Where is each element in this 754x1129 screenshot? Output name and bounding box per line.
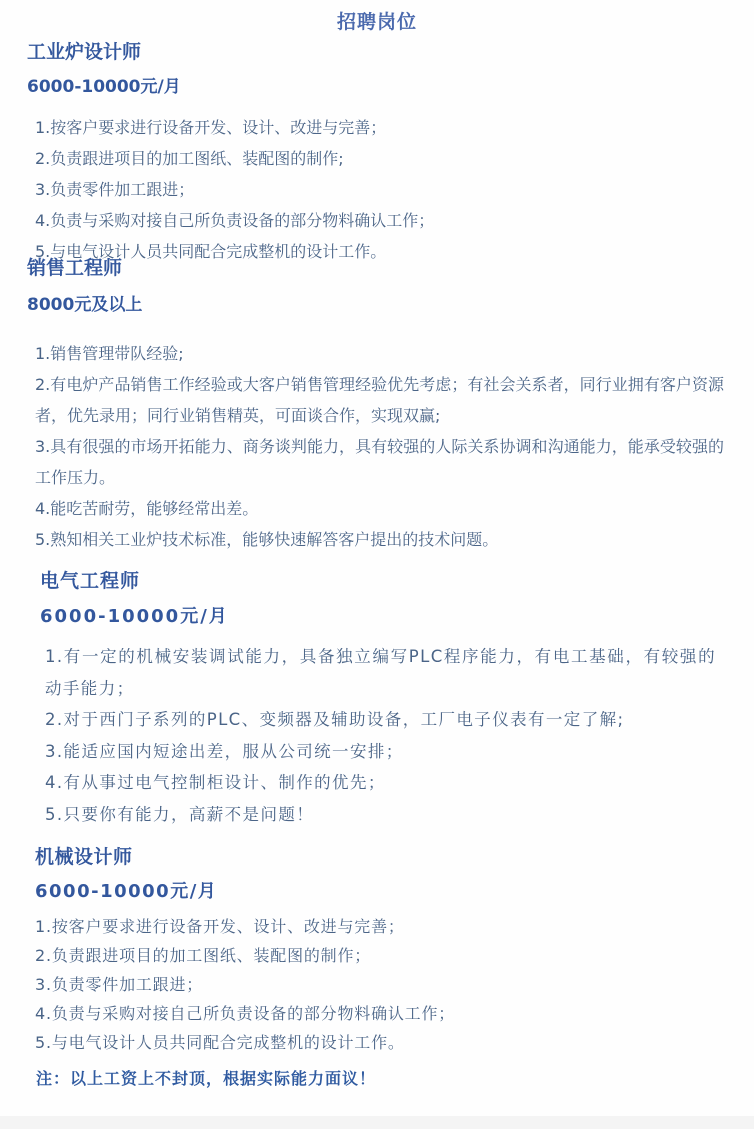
job-salary: 6000-10000元/月 — [35, 881, 218, 902]
job-salary: 6000-10000元/月 — [27, 77, 181, 97]
job-requirement: 1.按客户要求进行设备开发、设计、改进与完善； — [35, 917, 405, 936]
job-salary: 8000元及以上 — [27, 295, 143, 315]
job-requirement: 2.对于西门子系列的PLC、变频器及辅助设备，工厂电子仪表有一定了解; — [45, 710, 625, 729]
job-requirement: 1.销售管理带队经验; — [35, 344, 184, 363]
job-section-mechanical-designer — [0, 842, 754, 1057]
job-title: 电气工程师 — [40, 570, 141, 592]
job-requirement-list — [35, 912, 720, 1057]
job-requirement: 4.有从事过电气控制柜设计、制作的优先； — [45, 773, 386, 792]
job-requirement: 2.负责跟进项目的加工图纸、装配图的制作； — [35, 946, 372, 965]
job-section-sales-engineer — [0, 253, 754, 555]
job-requirement: 2.有电炉产品销售工作经验或大客户销售管理经验优先考虑；有社会关系者，同行业拥有客户资源者，优先录用；同行业销售精英，可面谈合作，实现双赢; — [35, 375, 724, 425]
job-title: 工业炉设计师 — [27, 41, 142, 63]
job-title: 机械设计师 — [35, 846, 133, 868]
job-requirement: 3.具有很强的市场开拓能力、商务谈判能力，具有较强的人际关系协调和沟通能力，能承受较强的工作压力。 — [35, 437, 724, 487]
job-requirement: 4.负责与采购对接自己所负责设备的部分物料确认工作； — [35, 1004, 456, 1023]
job-section-industrial-furnace-designer — [0, 37, 754, 267]
job-requirement-list — [45, 641, 716, 830]
job-requirement: 1.按客户要求进行设备开发、设计、改进与完善； — [35, 118, 387, 137]
job-requirement: 5.只要你有能力，高薪不是问题！ — [45, 804, 315, 824]
job-requirement: 3.负责零件加工跟进； — [35, 975, 204, 994]
job-requirement: 2.负责跟进项目的加工图纸、装配图的制作; — [35, 149, 344, 168]
job-salary: 6000-10000元/月 — [40, 606, 229, 627]
page-title: 招聘岗位 — [336, 11, 417, 33]
job-requirement-list — [35, 112, 724, 267]
job-requirement-list — [35, 338, 724, 555]
job-requirement: 5.与电气设计人员共同配合完成整机的设计工作。 — [35, 242, 387, 261]
job-requirement: 4.负责与采购对接自己所负责设备的部分物料确认工作； — [35, 211, 435, 230]
job-requirement: 3.能适应国内短途出差，服从公司统一安排； — [45, 741, 404, 761]
job-requirement: 4.能吃苦耐劳，能够经常出差。 — [35, 499, 259, 518]
job-requirement: 3.负责零件加工跟进； — [35, 180, 195, 199]
job-requirement: 5.熟知相关工业炉技术标准，能够快速解答客户提出的技术问题。 — [35, 530, 499, 549]
bottom-divider-band — [0, 1116, 754, 1129]
salary-note: 注：以上工资上不封顶，根据实际能力面议！ — [36, 1069, 377, 1088]
job-requirement: 1.有一定的机械安装调试能力，具备独立编写PLC程序能力，有电工基础，有较强的动手能力； — [45, 647, 716, 698]
job-requirement: 5.与电气设计人员共同配合完成整机的设计工作。 — [35, 1033, 405, 1052]
job-title: 销售工程师 — [27, 257, 123, 279]
job-section-electrical-engineer — [0, 566, 754, 830]
